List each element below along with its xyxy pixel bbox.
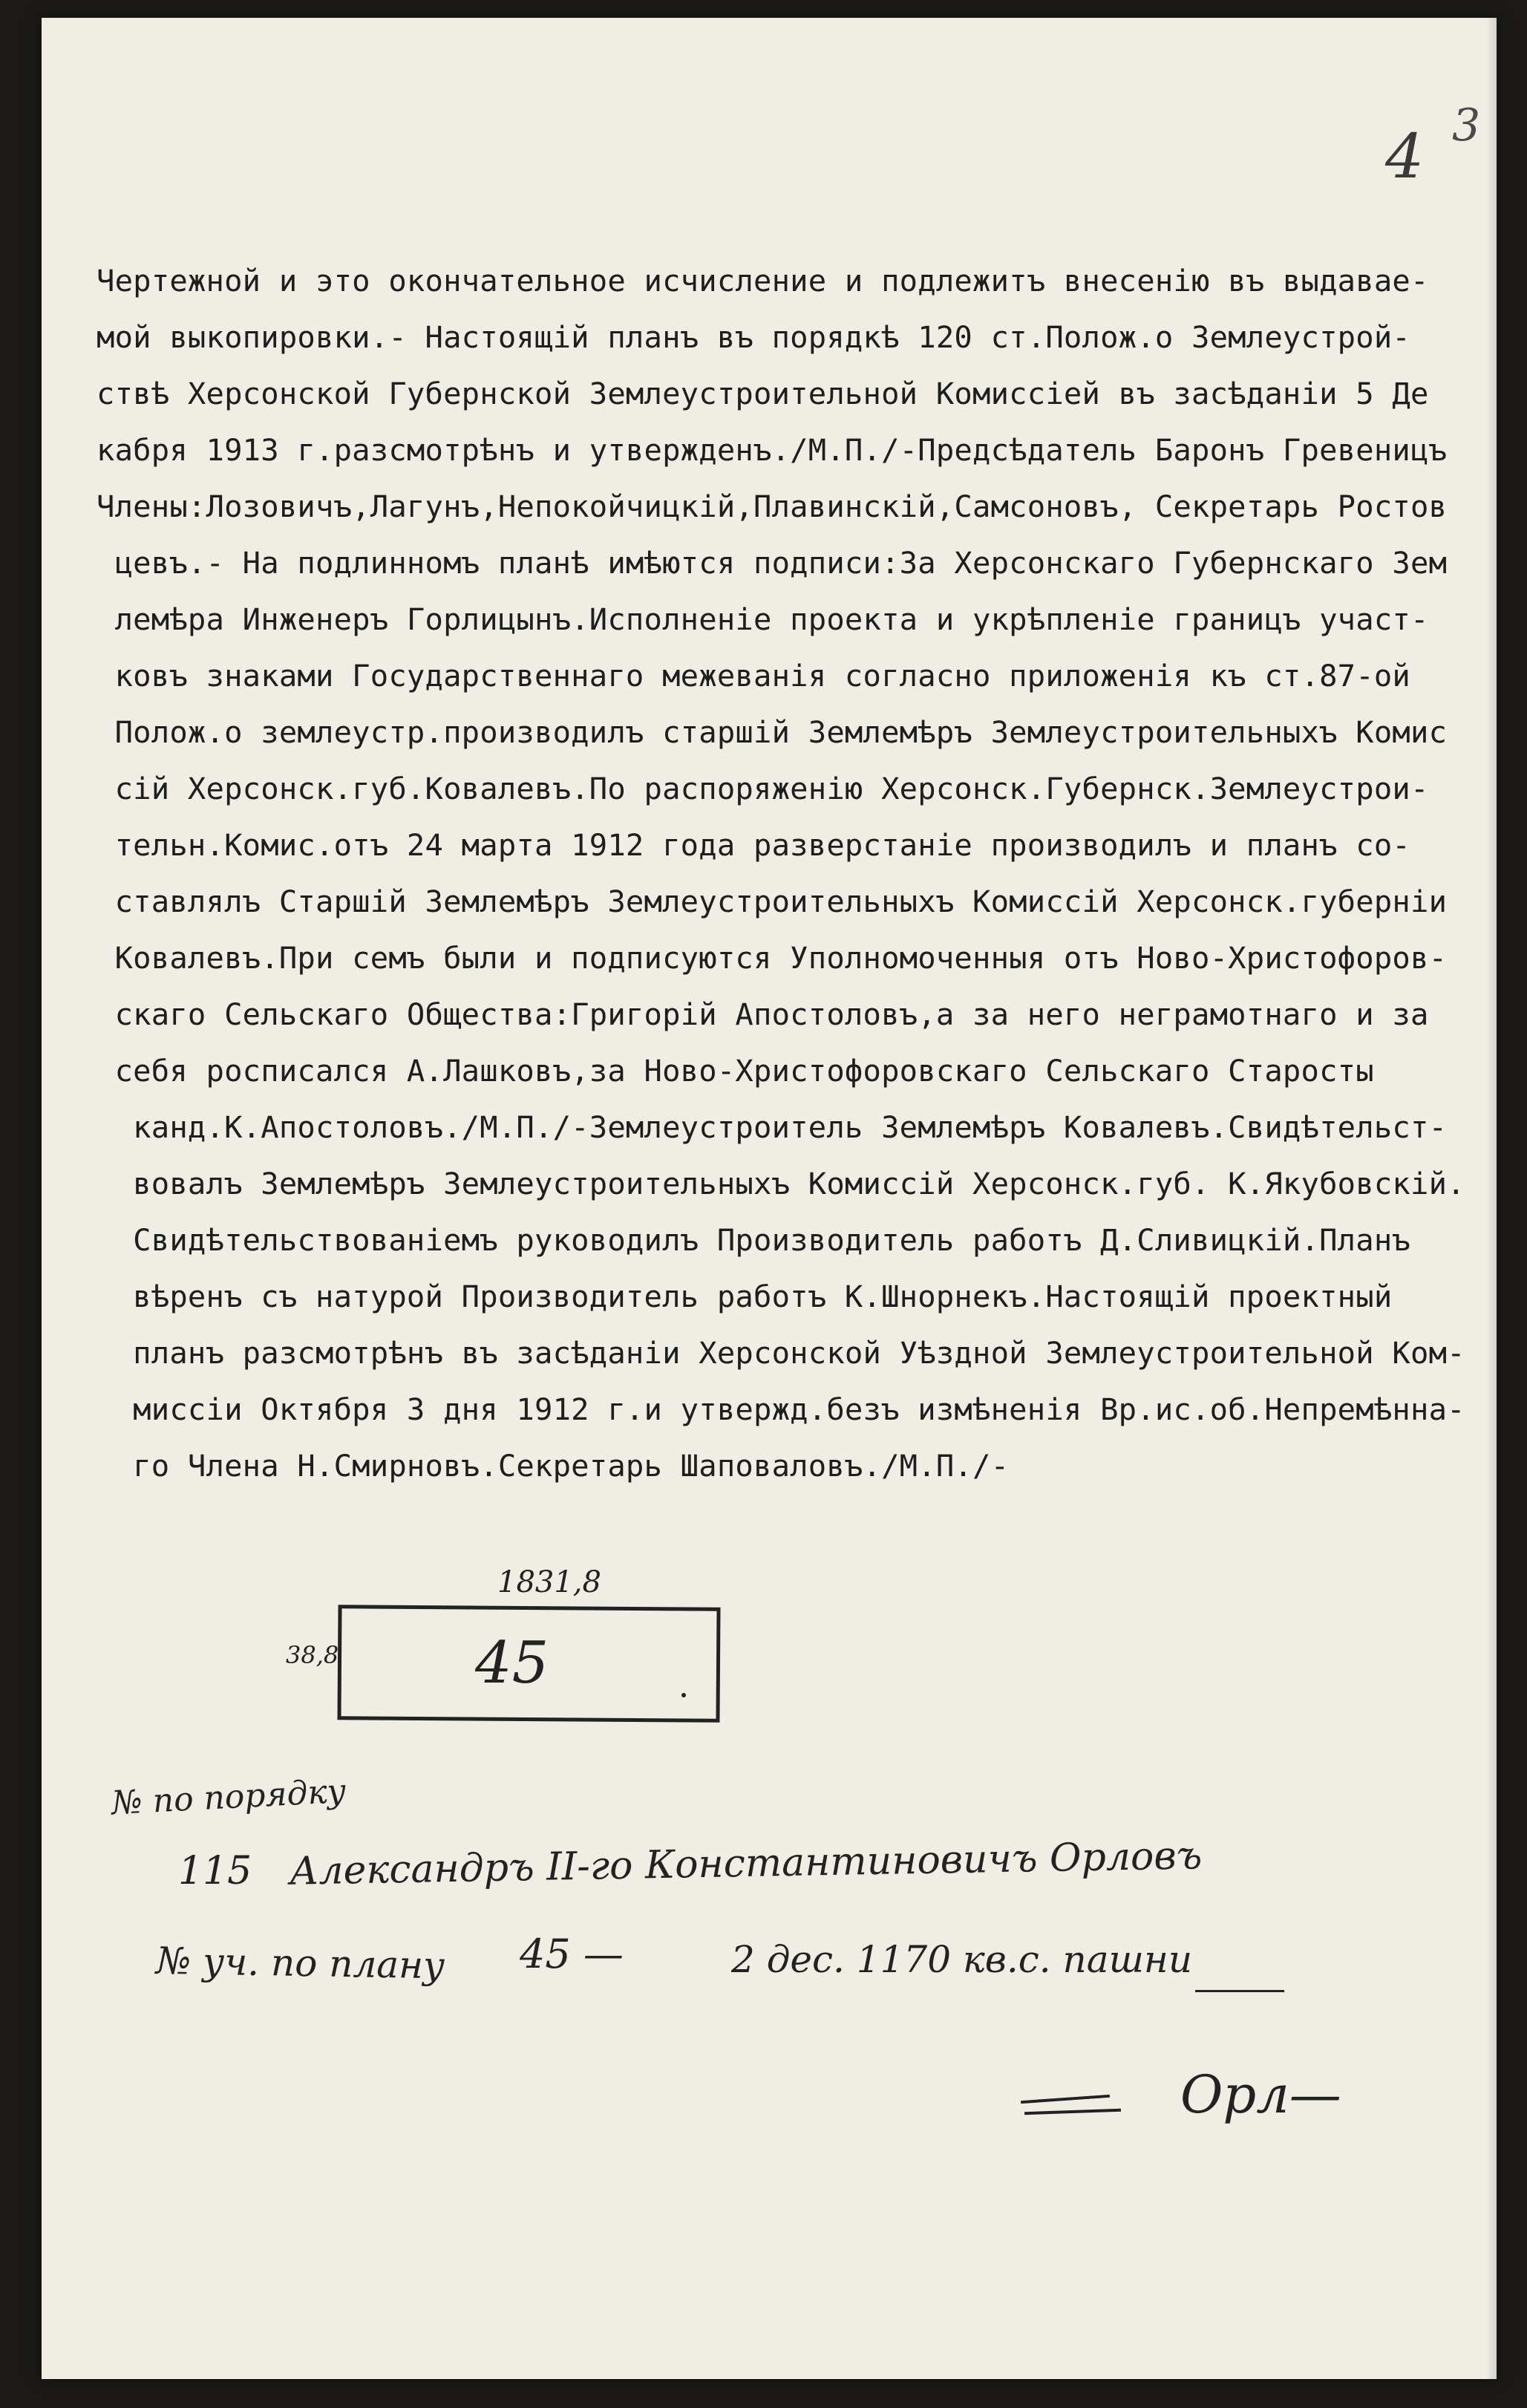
- typed-line: ставлялъ Старшiй Землемѣръ Землеустроительныхъ Комиссiй Херсонск.губернiи: [97, 884, 1448, 919]
- typed-line: ковъ знаками Государственнаго межеванiя согласно приложенiя къ ст.87-ой: [97, 658, 1410, 694]
- folio-number: 4: [1385, 122, 1425, 192]
- handwritten-number: 115: [178, 1849, 252, 1893]
- handwritten-area: 2 дес. 1170 кв.с. пашни: [731, 1938, 1193, 1981]
- typed-line: тельн.Комис.отъ 24 марта 1912 года разверстанiе производилъ и планъ со-: [97, 827, 1410, 863]
- typed-line: лемѣра Инженеръ Горлицынъ.Исполненiе проекта и укрѣпленiе границъ участ-: [97, 601, 1429, 637]
- handwritten-line-1: № по порядку: [110, 1772, 347, 1823]
- typed-line: Ковалевъ.При семъ были и подписуются Уполномоченныя отъ Ново-Христофоров-: [97, 940, 1448, 976]
- handwritten-plot-number: 45 —: [520, 1931, 624, 1977]
- typed-line: мой выкопировки.- Настоящiй планъ въ порядкѣ 120 ст.Полож.о Землеустрой-: [97, 319, 1410, 355]
- typed-text-block: [97, 252, 1465, 1494]
- typed-line: себя росписался А.Лашковъ,за Ново-Христофоровскаго Сельскаго Старосты: [97, 1053, 1374, 1089]
- typed-line: вѣренъ съ натурой Производитель работъ К.Шнорнекъ.Настоящiй проектный: [97, 1279, 1393, 1314]
- stamp-box-dot: [681, 1693, 686, 1697]
- stamp-box-top-note: 1831,8: [497, 1565, 601, 1599]
- handwritten-plot-label: № уч. по плану: [155, 1939, 445, 1988]
- typed-line: го Члена Н.Смирновъ.Секретарь Шаповаловъ./М.П./-: [97, 1448, 1010, 1484]
- typed-line: канд.К.Апостоловъ./М.П./-Землеустроитель Землемѣръ Ковалевъ.Свидѣтельст-: [97, 1109, 1448, 1145]
- typed-line: Члены:Лозовичъ,Лагунъ,Непокойчицкiй,Плавинскiй,Самсоновъ, Секретарь Ростов: [97, 489, 1448, 524]
- typed-line: миссiи Октября 3 дня 1912 г.и утвержд.безъ измѣненiя Вр.ис.об.Непремѣнна-: [97, 1391, 1465, 1427]
- typed-line: вовалъ Землемѣръ Землеустроительныхъ Комиссiй Херсонск.губ. К.Якубовскiй.: [97, 1166, 1465, 1201]
- handwritten-signature: Орл—: [1180, 2064, 1341, 2125]
- typed-line: Полож.о землеустр.производилъ старшiй Землемѣръ Землеустроительныхъ Комис: [97, 714, 1448, 750]
- handwritten-underline: [1195, 1990, 1284, 1992]
- typed-line: Свидѣтельствованiемъ руководилъ Производитель работъ Д.Сливицкiй.Планъ: [97, 1222, 1410, 1258]
- typed-line: скаго Сельскаго Общества:Григорiй Апостоловъ,а за него неграмотнаго и за: [97, 996, 1429, 1032]
- stamp-box-value: 45: [475, 1630, 549, 1697]
- folio-superscript: 3: [1452, 99, 1481, 151]
- typed-line: Чертежной и это окончательное исчисление и подлежитъ внесенiю въ выдавае-: [97, 263, 1429, 298]
- typed-line: цевъ.- На подлинномъ планѣ имѣются подписи:За Херсонскаго Губернскаго Зем: [97, 545, 1448, 581]
- typed-line: ствѣ Херсонской Губернской Землеустроительной Комиссiей въ засѣданiи 5 Де: [97, 376, 1429, 411]
- handwritten-name: Александръ II-го Константиновичъ Орловъ: [289, 1833, 1203, 1894]
- stamp-box-left-note: 38,8: [286, 1641, 339, 1669]
- typed-line: планъ разсмотрѣнъ въ засѣданiи Херсонской Уѣздной Землеустроительной Ком-: [97, 1335, 1465, 1371]
- typed-line: сiй Херсонск.губ.Ковалевъ.По распоряженiю Херсонск.Губернск.Землеустрои-: [97, 771, 1429, 806]
- typed-line: кабря 1913 г.разсмотрѣнъ и утвержденъ./М.П./-Предсѣдатель Баронъ Гревеницъ: [97, 432, 1448, 468]
